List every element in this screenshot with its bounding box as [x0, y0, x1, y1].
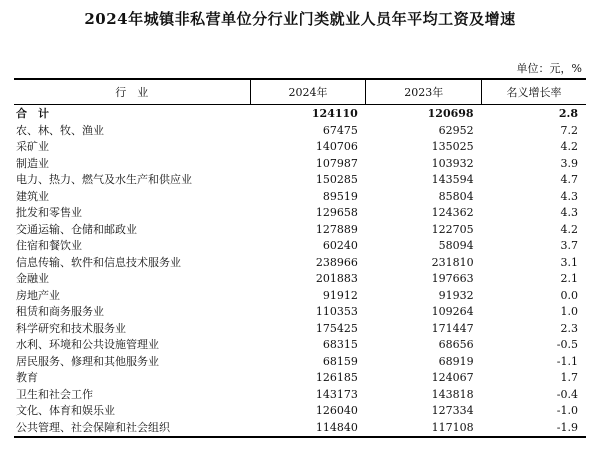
wage-2024-cell: 150285	[315, 173, 358, 186]
industry-cell: 农、林、牧、渔业	[16, 123, 104, 137]
wage-2024-cell: 126040	[315, 404, 358, 417]
growth-rate-cell: 4.3	[560, 189, 578, 203]
growth-rate-cell: 4.2	[560, 140, 578, 153]
table-row	[14, 354, 586, 371]
header-growth: 名义增长率	[482, 79, 586, 105]
growth-rate-cell: 1.0	[560, 305, 578, 318]
header-2023: 2023年	[366, 79, 482, 105]
wage-2023-cell: 124067	[431, 371, 474, 384]
wage-2024-cell: 201883	[315, 272, 358, 285]
wage-2024-cell: 114840	[250, 420, 366, 438]
wage-2024-cell: 68159	[322, 354, 358, 368]
industry-cell: 住宿和餐饮业	[16, 239, 82, 252]
industry-cell: 科学研究和技术服务业	[16, 321, 126, 335]
growth-rate-cell: 3.9	[560, 156, 578, 170]
table-row	[14, 337, 586, 354]
wage-2023-cell: 58094	[438, 239, 474, 252]
industry-cell: 电力、热力、燃气及水生产和供应业	[16, 173, 192, 186]
unit-note: 单位：元，%	[516, 62, 582, 75]
table-body	[14, 105, 586, 438]
wage-2023-cell: 103932	[431, 156, 474, 170]
growth-rate-cell: 4.7	[560, 173, 578, 186]
wage-2024-cell: 107987	[315, 156, 358, 170]
wage-2024-cell: 175425	[315, 321, 358, 335]
wage-2023-cell: 120698	[427, 107, 474, 120]
wage-2024-cell: 110353	[315, 305, 358, 318]
industry-cell: 公共管理、社会保障和社会组织	[14, 420, 250, 438]
industry-cell: 合 计	[16, 107, 49, 120]
industry-cell: 制造业	[16, 156, 49, 170]
industry-cell: 采矿业	[16, 140, 49, 153]
table-row	[14, 238, 586, 255]
table-row	[14, 139, 586, 156]
wage-2024-cell: 68315	[322, 338, 358, 351]
industry-cell: 租赁和商务服务业	[16, 305, 104, 318]
growth-rate-cell: 1.7	[560, 371, 578, 384]
table-row	[14, 387, 586, 404]
table-row	[14, 123, 586, 140]
wage-2024-cell: 126185	[315, 371, 358, 384]
growth-rate-cell: 4.3	[560, 206, 578, 219]
industry-cell: 文化、体育和娱乐业	[16, 404, 115, 417]
wage-2023-cell: 197663	[431, 272, 474, 285]
growth-rate-cell: 4.2	[560, 222, 578, 236]
wage-2023-cell: 143818	[431, 387, 474, 401]
wage-2023-cell: 127334	[431, 404, 474, 417]
header-industry: 行 业	[14, 79, 250, 105]
wage-2023-cell: 109264	[431, 305, 474, 318]
industry-cell: 房地产业	[16, 288, 60, 302]
industry-cell: 交通运输、仓储和邮政业	[16, 222, 137, 236]
wage-2023-cell: 135025	[431, 140, 474, 153]
growth-rate-cell: 0.0	[560, 288, 578, 302]
growth-rate-cell: 2.8	[558, 107, 578, 120]
growth-rate-cell: 2.1	[560, 272, 578, 285]
wage-2023-cell: 68919	[438, 354, 474, 368]
table-row	[14, 189, 586, 206]
wage-2023-cell: 85804	[438, 189, 474, 203]
wage-2023-cell: 91932	[438, 288, 474, 302]
industry-cell: 建筑业	[16, 189, 49, 203]
wage-2024-cell: 127889	[315, 222, 358, 236]
growth-rate-cell: -1.0	[556, 404, 578, 417]
page-title: 2024年城镇非私营单位分行业门类就业人员年平均工资及增速	[84, 10, 516, 28]
growth-rate-cell: -1.9	[482, 420, 586, 438]
wage-2023-cell: 62952	[438, 123, 474, 137]
table-row	[14, 288, 586, 305]
wage-2023-cell: 122705	[431, 222, 474, 236]
wage-2024-cell: 129658	[315, 206, 358, 219]
table-row	[14, 403, 586, 420]
wage-2023-cell: 143594	[431, 173, 474, 186]
growth-rate-cell: -1.1	[556, 354, 578, 368]
wage-2024-cell: 140706	[315, 140, 358, 153]
growth-rate-cell: 3.7	[560, 239, 578, 252]
wage-2024-cell: 124110	[311, 107, 358, 120]
table-row	[14, 156, 586, 173]
wage-2024-cell: 238966	[315, 255, 358, 269]
wage-2023-cell: 231810	[431, 255, 474, 269]
table-row	[14, 172, 586, 189]
wage-2023-cell: 68656	[438, 338, 474, 351]
table-row	[14, 304, 586, 321]
wage-2023-cell: 171447	[431, 321, 474, 335]
growth-rate-cell: 2.3	[560, 321, 578, 335]
industry-cell: 居民服务、修理和其他服务业	[16, 354, 159, 368]
table-row	[14, 271, 586, 288]
wage-table	[14, 78, 586, 438]
growth-rate-cell: 3.1	[560, 255, 578, 269]
industry-cell: 信息传输、软件和信息技术服务业	[16, 255, 181, 269]
growth-rate-cell: -0.5	[556, 338, 578, 351]
growth-rate-cell: 7.2	[560, 123, 578, 137]
wage-2024-cell: 67475	[322, 123, 358, 137]
table-row	[14, 205, 586, 222]
wage-2024-cell: 89519	[322, 189, 358, 203]
table-row	[14, 370, 586, 387]
industry-cell: 卫生和社会工作	[16, 387, 93, 401]
industry-cell: 批发和零售业	[16, 206, 82, 219]
industry-cell: 金融业	[16, 272, 49, 285]
header-2024: 2024年	[250, 79, 366, 105]
total-row	[14, 105, 586, 123]
wage-2023-cell: 124362	[431, 206, 474, 219]
industry-cell: 教育	[16, 371, 38, 384]
wage-2024-cell: 91912	[322, 288, 358, 302]
table-row	[14, 222, 586, 239]
wage-2024-cell: 60240	[322, 239, 358, 252]
wage-2023-cell: 117108	[366, 420, 482, 438]
header-row	[14, 79, 586, 105]
wage-2024-cell: 143173	[315, 387, 358, 401]
table-row	[14, 255, 586, 272]
table-row	[14, 321, 586, 338]
growth-rate-cell: -0.4	[556, 387, 578, 401]
table-header	[14, 79, 586, 105]
industry-cell: 水利、环境和公共设施管理业	[16, 338, 159, 351]
table-row	[14, 420, 586, 438]
